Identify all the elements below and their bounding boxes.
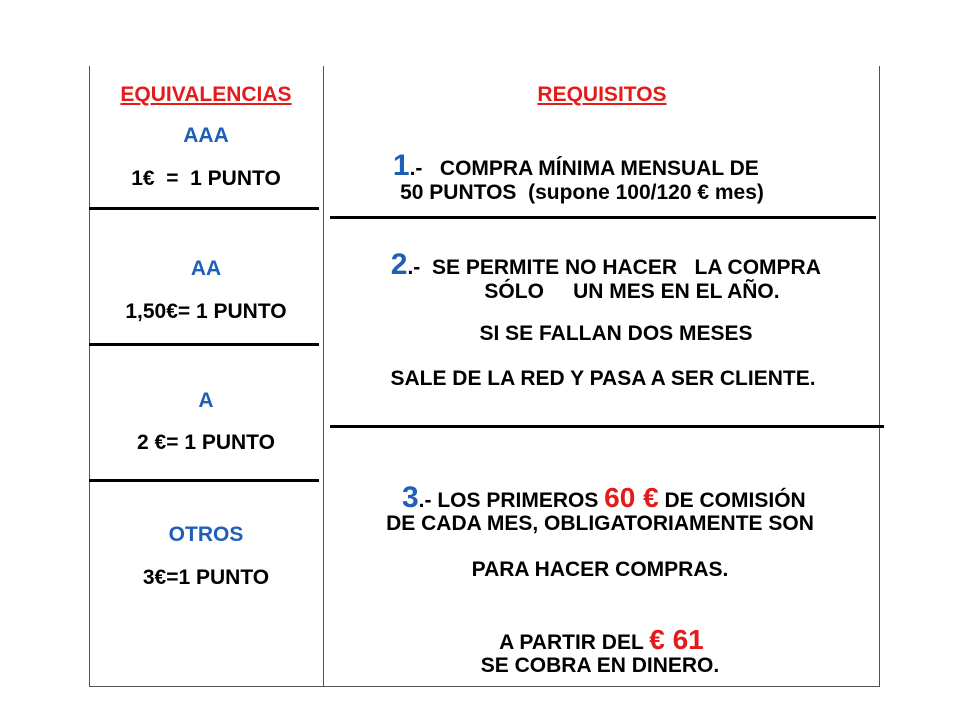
req2-text: .- SE PERMITE NO HACER LA COMPRA <box>407 256 821 279</box>
req1-number: 1 <box>392 149 410 182</box>
req3-amount-60: 60 € <box>604 482 659 513</box>
tier-a: A <box>198 389 214 412</box>
column-divider <box>323 66 324 686</box>
req2-line3: SI SE FALLAN DOS MESES <box>479 322 753 345</box>
tier-aaa: AAA <box>183 124 229 147</box>
left-divider-2 <box>89 343 319 346</box>
req3-line3: PARA HACER COMPRAS. <box>471 558 729 581</box>
rate-a: 2 €= 1 PUNTO <box>137 431 275 454</box>
req2-line4: SALE DE LA RED Y PASA A SER CLIENTE. <box>390 367 816 390</box>
req3-number: 3 <box>401 481 419 514</box>
right-divider-1 <box>330 216 876 219</box>
req3-line2: DE CADA MES, OBLIGATORIAMENTE SON <box>386 512 814 535</box>
req3-line1 <box>390 462 805 513</box>
equivalencias-header: EQUIVALENCIAS <box>120 83 292 106</box>
left-divider-3 <box>89 479 319 482</box>
req1-text: .- COMPRA MÍNIMA MENSUAL DE <box>409 157 759 180</box>
requisitos-header: REQUISITOS <box>537 83 667 106</box>
right-divider-2 <box>330 425 884 428</box>
req1-line2: 50 PUNTOS (supone 100/120 € mes) <box>400 181 764 204</box>
req3-amount-61: € 61 <box>649 624 704 655</box>
req3-text-b: DE COMISIÓN <box>658 489 806 512</box>
req3-line5: SE COBRA EN DINERO. <box>480 654 720 677</box>
req3-text-a: .- LOS PRIMEROS <box>418 489 605 512</box>
req1-line1 <box>381 130 759 181</box>
left-divider-1 <box>89 207 319 210</box>
rate-aa: 1,50€= 1 PUNTO <box>125 300 287 323</box>
req2-line2: SÓLO UN MES EN EL AÑO. <box>484 280 780 303</box>
req2-line1 <box>379 229 821 280</box>
tier-aa: AA <box>190 257 222 280</box>
tier-otros: OTROS <box>168 523 244 546</box>
req3-line4-text: A PARTIR DEL <box>499 631 650 654</box>
req2-number: 2 <box>390 248 408 281</box>
rate-aaa: 1€ = 1 PUNTO <box>131 167 281 190</box>
req3-line4 <box>488 605 704 654</box>
rate-otros: 3€=1 PUNTO <box>142 566 270 589</box>
